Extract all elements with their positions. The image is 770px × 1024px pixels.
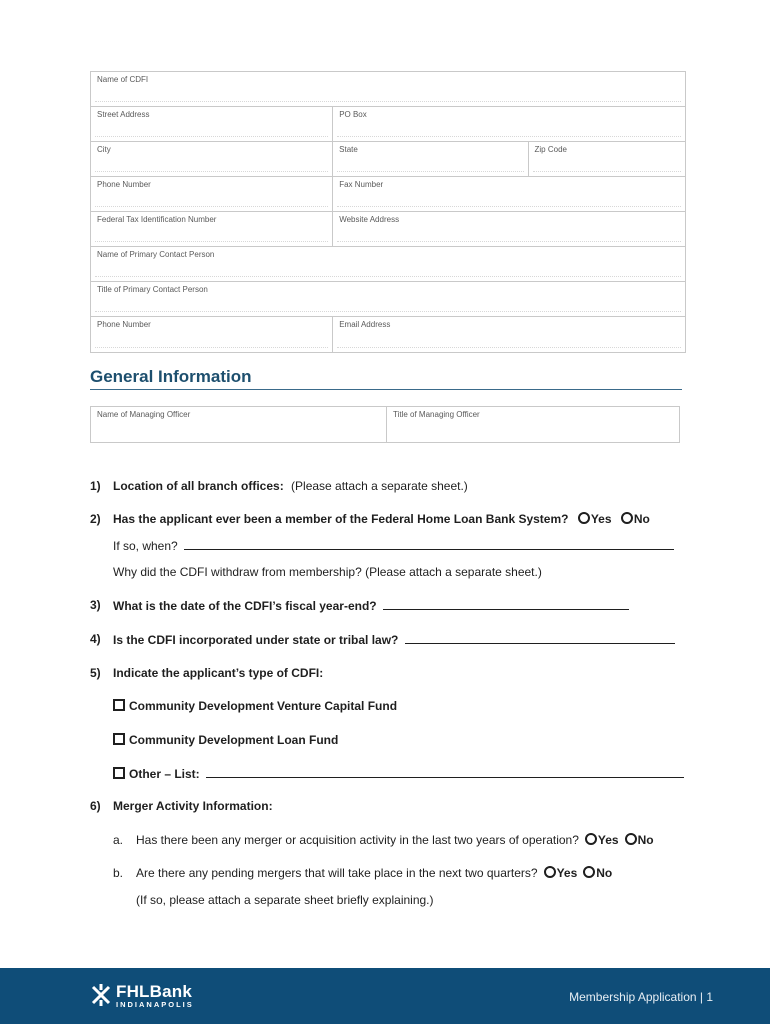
grid-row (91, 72, 685, 107)
phone-number-field[interactable] (91, 177, 333, 211)
logo-subtitle: INDIANAPOLIS (116, 1000, 194, 1009)
question-6b-note (136, 893, 434, 907)
contact-phone-label: Phone Number (97, 320, 151, 329)
fhlbank-logo (90, 982, 200, 1010)
other-list-input-line[interactable] (206, 766, 684, 778)
contact-phone-field[interactable] (91, 317, 333, 352)
grid-row (91, 142, 685, 177)
section-divider (90, 389, 682, 390)
option-label: Other – List: (129, 767, 200, 781)
question-text: What is the date of the CDFI’s fiscal year-end? (113, 599, 377, 613)
zip-code-field[interactable] (529, 142, 685, 176)
question-text: Location of all branch offices: (113, 479, 284, 493)
primary-contact-name-label: Name of Primary Contact Person (97, 250, 215, 259)
fiscal-year-end-input-line[interactable] (383, 598, 629, 610)
fax-number-label: Fax Number (339, 180, 384, 189)
venture-capital-checkbox[interactable] (113, 699, 125, 711)
why-label: Why did the CDFI withdraw from membership? (Please attach a separate sheet.) (113, 565, 542, 579)
question-number: 2) (90, 512, 101, 526)
when-input-line[interactable] (184, 538, 674, 550)
grid-row (91, 247, 685, 282)
city-label: City (97, 145, 111, 154)
fax-number-field[interactable] (333, 177, 685, 211)
no-label: No (633, 512, 650, 526)
website-address-label: Website Address (339, 215, 400, 224)
question-number: 3) (90, 598, 101, 612)
question-1 (90, 479, 468, 493)
question-text: Is the CDFI incorporated under state or tribal law? (113, 633, 399, 647)
question-3 (90, 598, 629, 613)
primary-contact-name-field[interactable] (91, 247, 685, 281)
question-6b (113, 866, 613, 880)
sub-question-text (136, 866, 612, 880)
federal-tax-id-field[interactable] (91, 212, 333, 246)
yes-label: Yes (590, 512, 612, 526)
state-field[interactable] (333, 142, 528, 176)
street-address-label: Street Address (97, 110, 150, 119)
yes-label: Yes (597, 833, 619, 847)
email-address-field[interactable] (333, 317, 685, 352)
question-number: 1) (90, 479, 101, 493)
website-address-field[interactable] (333, 212, 685, 246)
option-label: Community Development Loan Fund (129, 733, 339, 747)
street-address-field[interactable] (91, 107, 333, 141)
no-label: No (637, 833, 654, 847)
question-6a (113, 833, 654, 847)
no-label: No (596, 866, 613, 880)
yes-label: Yes (556, 866, 578, 880)
no-radio[interactable] (583, 866, 595, 878)
yes-radio[interactable] (585, 833, 597, 845)
question-text: Merger Activity Information: (113, 799, 273, 813)
po-box-label: PO Box (339, 110, 367, 119)
email-address-label: Email Address (339, 320, 391, 329)
managing-officer-name-label: Name of Managing Officer (97, 410, 191, 419)
option-label: Community Development Venture Capital Fund (129, 699, 398, 713)
primary-contact-title-field[interactable] (91, 282, 685, 316)
question-number: 4) (90, 632, 101, 646)
other-checkbox[interactable] (113, 767, 125, 779)
cdfi-name-label: Name of CDFI (97, 75, 149, 84)
question-number: 6) (90, 799, 101, 813)
federal-tax-id-label: Federal Tax Identification Number (97, 215, 217, 224)
managing-officer-name-field[interactable] (91, 407, 387, 442)
loan-fund-checkbox[interactable] (113, 733, 125, 745)
managing-officer-grid (90, 406, 680, 443)
yes-radio[interactable] (544, 866, 556, 878)
incorporation-law-input-line[interactable] (405, 632, 675, 644)
sub-question-label: Are there any pending mergers that will take place in the next two quarters? (136, 866, 538, 880)
cdfi-type-option (113, 766, 684, 781)
question-instruction: (Please attach a separate sheet.) (291, 479, 468, 493)
sub-question-text (136, 833, 654, 847)
grid-row (91, 107, 685, 142)
question-2-if-so (113, 538, 674, 553)
primary-contact-title-label: Title of Primary Contact Person (97, 285, 208, 294)
question-6 (90, 799, 273, 813)
question-4 (90, 632, 675, 647)
zip-code-label: Zip Code (534, 145, 567, 154)
contact-info-grid (90, 71, 686, 353)
question-number: 5) (90, 666, 101, 680)
logo-wordmark: FHLBank (116, 982, 193, 1001)
page-label: Membership Application | 1 (569, 990, 713, 1004)
question-2 (90, 512, 650, 526)
question-text: Has the applicant ever been a member of the Federal Home Loan Bank System? (113, 512, 569, 526)
grid-row (91, 282, 685, 317)
managing-officer-title-field[interactable] (387, 407, 679, 442)
cdfi-type-option (113, 733, 338, 747)
if-so-label: If so, when? (113, 539, 178, 553)
question-2-why (113, 565, 542, 579)
question-5 (90, 666, 323, 680)
managing-officer-title-label: Title of Managing Officer (393, 410, 480, 419)
sub-label: b. (113, 866, 124, 880)
po-box-field[interactable] (333, 107, 685, 141)
grid-row (91, 212, 685, 247)
state-label: State (339, 145, 358, 154)
phone-number-label: Phone Number (97, 180, 151, 189)
section-title: General Information (90, 367, 252, 386)
fhlbank-logo-icon (90, 982, 112, 1008)
cdfi-name-field[interactable] (91, 72, 685, 106)
no-radio[interactable] (621, 512, 633, 524)
note-text: (If so, please attach a separate sheet briefly explaining.) (136, 893, 434, 907)
city-field[interactable] (91, 142, 333, 176)
sub-question-label: Has there been any merger or acquisition activity in the last two years of operation? (136, 833, 579, 847)
no-radio[interactable] (625, 833, 637, 845)
grid-row (91, 317, 685, 352)
yes-radio[interactable] (578, 512, 590, 524)
cdfi-type-option (113, 699, 397, 713)
sub-label: a. (113, 833, 124, 847)
question-text: Indicate the applicant’s type of CDFI: (113, 666, 324, 680)
grid-row (91, 177, 685, 212)
